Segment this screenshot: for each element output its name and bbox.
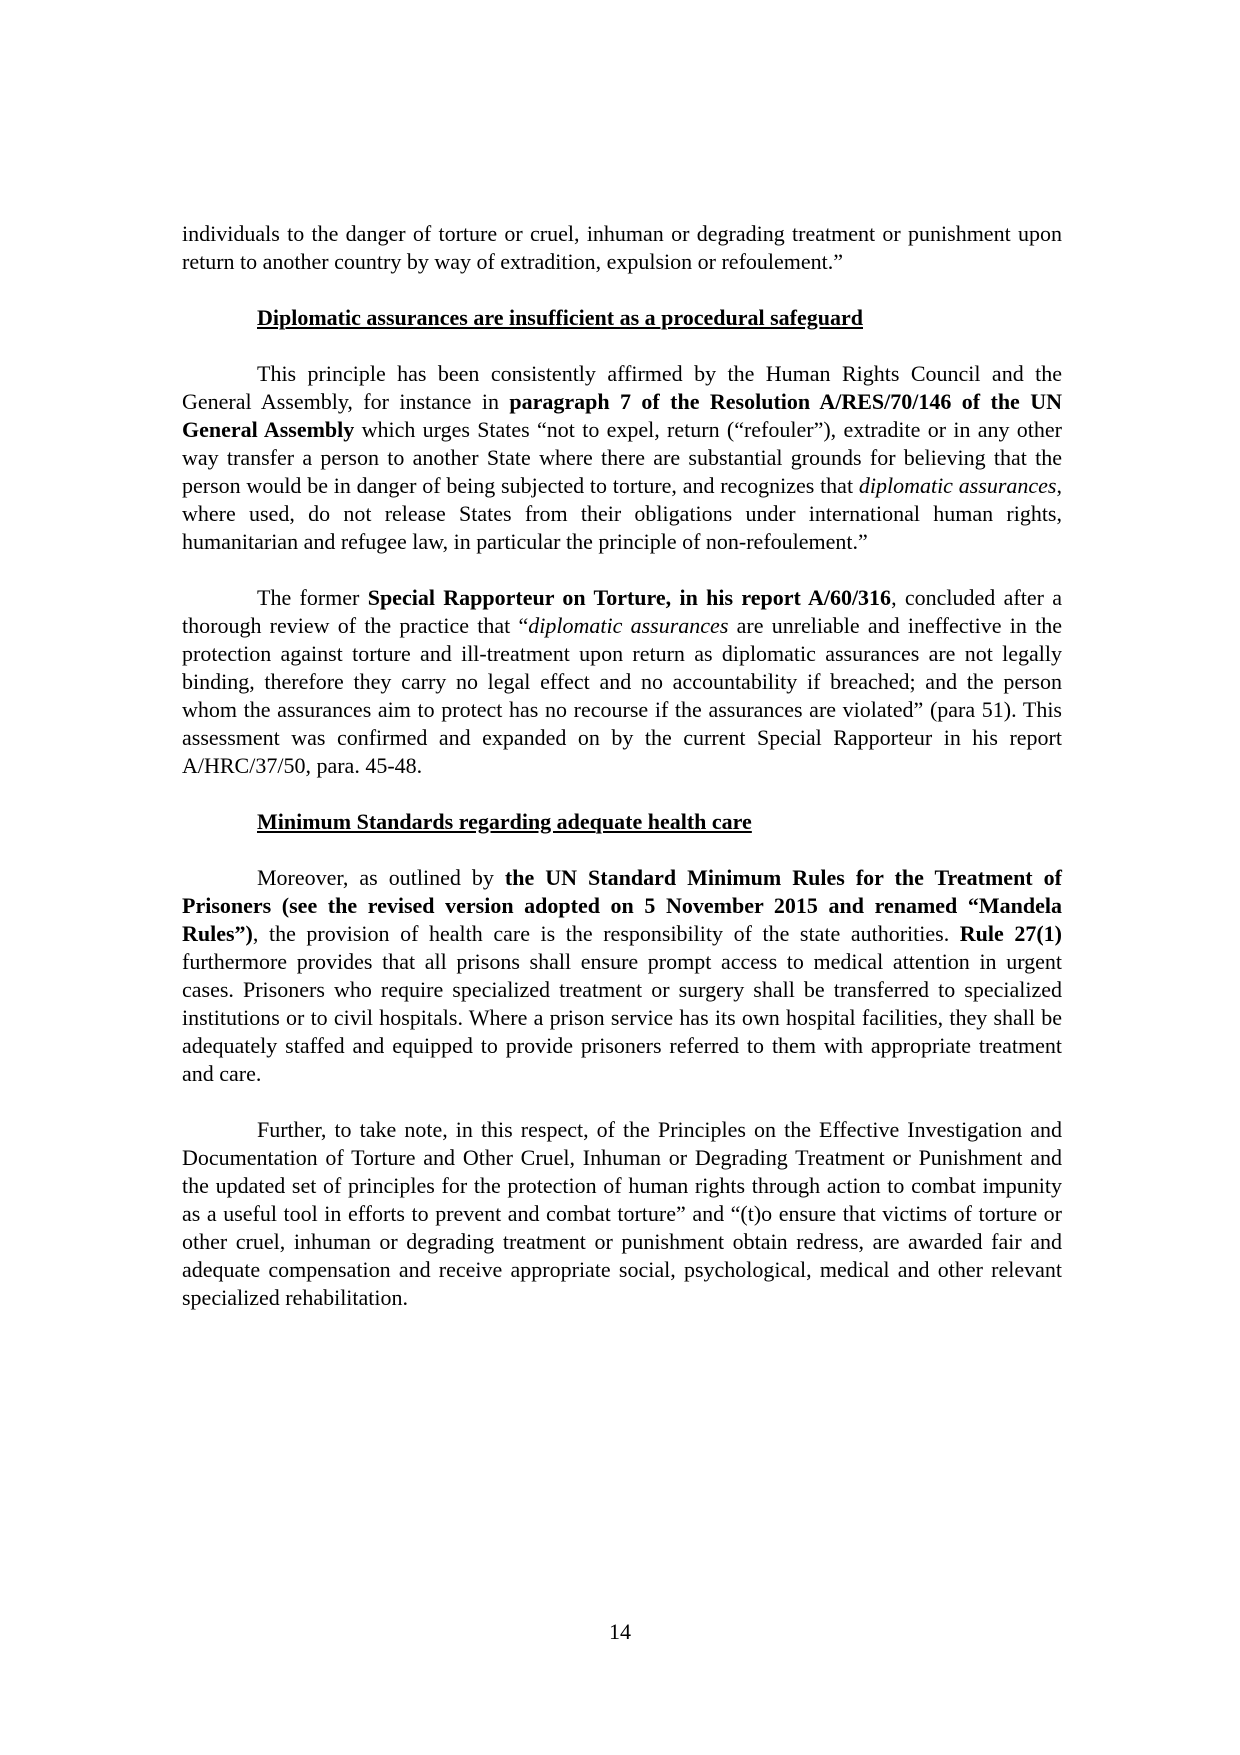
resolution-reference: paragraph 7 of the Resolution A/RES/70/146 of the UN General Assembly (182, 389, 1063, 442)
mandela-rules-reference: the UN Standard Minimum Rules for the Treatment of Prisoners (see the revised version adopted on 5 November 2015 and renamed “Mandela Rules”) (182, 865, 1062, 946)
rule-27-reference: Rule 27(1) (959, 921, 1062, 946)
paragraph-resolution-70-146: This principle has been consistently affirmed by the Human Rights Council and the General Assembly, for instance in paragraph 7 of the Resolution A/RES/70/146 of the UN General Assembly which urges States “not to expel, return (“refouler”), extradite or in any other way transfer a person to another State where there are substantial grounds for believing that the person would be in danger of being subjected to torture, and recognizes that diplomatic assurances, where used, do not release States from their obligations under international human rights, humanitarian and refugee law, in particular the principle of non-refoulement.” (182, 361, 1063, 554)
paragraph-mandela-rules: Moreover, as outlined by the UN Standard Minimum Rules for the Treatment of Prisoners (see the revised version adopted on 5 November 2015 and renamed “Mandela Rules”), the provision of health care is the responsibility of the state authorities. Rule 27(1) furthermore provides that all prisons shall ensure prompt access to medical attention in urgent cases. Prisoners who require specialized treatment or surgery shall be transferred to specialized institutions or to civil hospitals. Where a prison service has its own hospital facilities, they shall be adequately staffed and equipped to provide prisoners referred to them with appropriate treatment and care. (182, 865, 1062, 1086)
section-heading-diplomatic-assurances: Diplomatic assurances are insufficient as a procedural safeguard (257, 305, 863, 330)
paragraph-special-rapporteur: The former Special Rapporteur on Torture, in his report A/60/316, concluded after a thorough review of the practice that “diplomatic assurances are unreliable and ineffective in the protection against torture and ill-treatment upon return as diplomatic assurances are not legally binding, therefore they carry no legal effect and no accountability if breached; and the person whom the assurances aim to protect has no recourse if the assurances are violated” (para 51). This assessment was confirmed and expanded on by the current Special Rapporteur in his report A/HRC/37/50, para. 45-48. (182, 585, 1062, 778)
page-number: 14 (609, 1619, 631, 1644)
emphasis-diplomatic-assurances: diplomatic assurances (528, 613, 729, 638)
emphasis-diplomatic-assurances: diplomatic assurances (858, 473, 1057, 498)
paragraph-istanbul-principles: Further, to take note, in this respect, of the Principles on the Effective Investigation and Documentation of Torture and Other Cruel, Inhuman or Degrading Treatment or Punishment and the updated set of principles for the protection of human rights through action to combat impunity as a useful tool in efforts to prevent and combat torture” and “(t)o ensure that victims of torture or other cruel, inhuman or degrading treatment or punishment obtain redress, are awarded fair and adequate compensation and receive appropriate social, psychological, medical and other relevant specialized rehabilitation. (182, 1117, 1062, 1310)
intro-paragraph: individuals to the danger of torture or cruel, inhuman or degrading treatment or punishment upon return to another country by way of extradition, expulsion or refoulement.” (182, 221, 1062, 274)
document-body (182, 220, 1062, 1340)
special-rapporteur-reference: Special Rapporteur on Torture, in his report A/60/316 (367, 585, 892, 610)
section-heading-health-care: Minimum Standards regarding adequate health care (257, 809, 752, 834)
